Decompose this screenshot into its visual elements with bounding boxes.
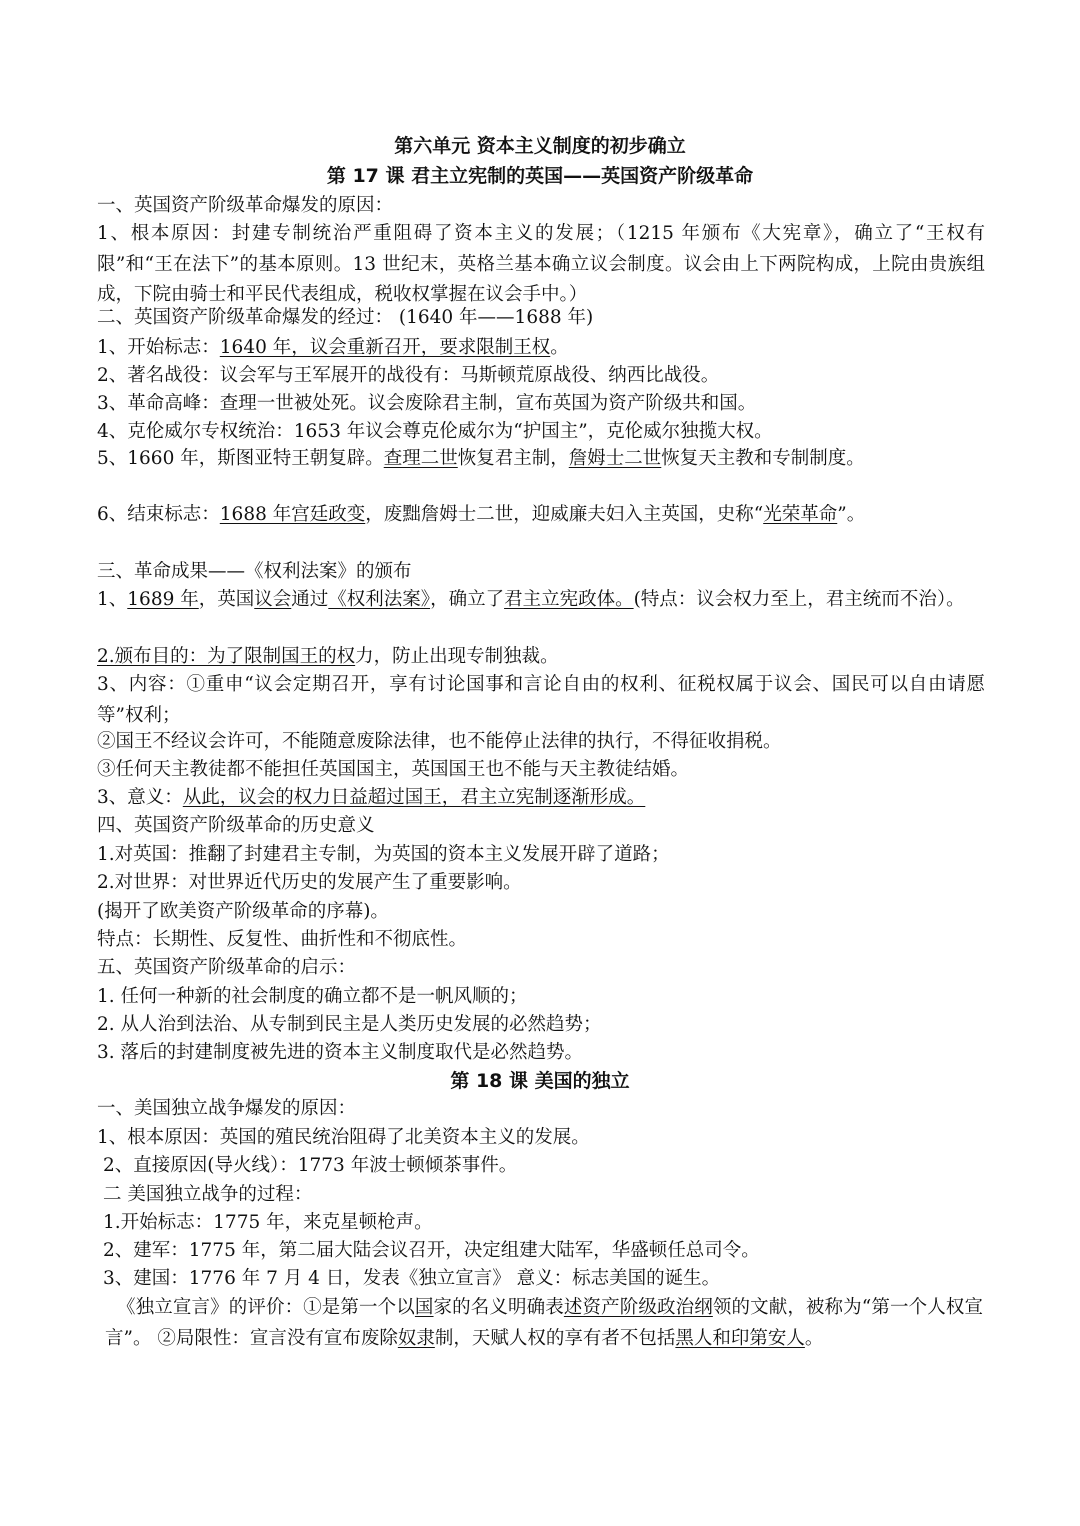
battles-item: 2、著名战役：议会军与王军展开的战役有：马斯顿荒原战役、纳西比战役。 (97, 365, 720, 386)
us-founding: 3、建国：1776 年 7 月 4 日，发表《独立宣言》 意义：标志美国的诞生。 (103, 1268, 721, 1289)
lesson-item-3: 3. 落后的封建制度被先进的资本主义制度取代是必然趋势。 (97, 1042, 584, 1063)
bill-of-rights-item: 1、1689 年，英国议会通过《权利法案》，确立了君主立宪政体。(特点：议会权力至上，君主统而不治）。 (97, 589, 965, 610)
significance-item: 3、意义：从此，议会的权力日益超过国王，君主立宪制逐渐形成。 (97, 787, 646, 808)
content-item: 3、内容：①重申“议会定期召开，享有讨论国事和言论自由的权利、征税权属于议会、国民可以自由请愿等”权利； (97, 674, 985, 726)
section-heading-lessons: 五、英国资产阶级革命的启示： (97, 957, 357, 978)
us-army: 2、建军：1775 年，第二届大陆会议召开，决定组建大陆军，华盛顿任总司令。 (103, 1240, 760, 1261)
lesson-item-1: 1. 任何一种新的社会制度的确立都不是一帆风顺的； (97, 986, 528, 1007)
characteristics: 特点：长期性、反复性、曲折性和不彻底性。 (97, 929, 468, 950)
meaning-note: (揭开了欧美资产阶级革命的序幕)。 (97, 901, 389, 922)
end-marker-item: 6、结束标志：1688 年宫廷政变，废黜詹姆士二世，迎威廉夫妇入主英国，史称“光荣革命”。 (97, 504, 866, 525)
section-heading-process: 二、英国资产阶级革命爆发的经过： (1640 年——1688 年) (97, 307, 594, 328)
unit-title: 第六单元 资本主义制度的初步确立 (394, 135, 686, 157)
purpose-item: 2.颁布目的：为了限制国王的权力，防止出现专制独裁。 (97, 646, 559, 667)
meaning-world: 2.对世界：对世界近代历史的发展产生了重要影响。 (97, 872, 522, 893)
section-heading-us-process: 二 美国独立战争的过程： (103, 1184, 313, 1205)
declaration-evaluation: 《独立宣言》的评价：①是第一个以国家的名义明确表述资产阶级政治纲领的文献，被称为“第一个人权宣言”。 ②局限性：宣言没有宣布废除奴隶制，天赋人权的享有者不包括黑人和印第安人。 (105, 1297, 983, 1349)
content-item-3: ③任何天主教徒都不能担任英国国主，英国国王也不能与天主教徒结婚。 (97, 759, 690, 780)
meaning-england: 1.对英国：推翻了封建君主专制，为英国的资本主义发展开辟了道路； (97, 844, 670, 865)
lesson-item-2: 2. 从人治到法治、从专制到民主是人类历史发展的必然趋势； (97, 1014, 602, 1035)
root-cause-paragraph: 1、根本原因：封建专制统治严重阻碍了资本主义的发展；（1215 年颁布《大宪章》，确立了“王权有限”和“王在法下”的基本原则。13 世纪末，英格兰基本确立议会制度。议会由上下两院构成，上院由贵族组成，下院由骑士和平民代表组成，税收权掌握在议会手中。） (97, 223, 985, 306)
us-root-cause: 1、根本原因：英国的殖民统治阻碍了北美资本主义的发展。 (97, 1127, 590, 1148)
lesson-17-title: 第 17 课 君主立宪制的英国——英国资产阶级革命 (326, 165, 754, 187)
us-start-marker: 1.开始标志：1775 年，来克星顿枪声。 (103, 1212, 433, 1233)
climax-item: 3、革命高峰：查理一世被处死。议会废除君主制，宣布英国为资产阶级共和国。 (97, 393, 757, 414)
section-heading-historical-meaning: 四、英国资产阶级革命的历史意义 (97, 815, 375, 836)
restoration-item: 5、1660 年，斯图亚特王朝复辟。查理二世恢复君主制，詹姆士二世恢复天主教和专制制度。 (97, 448, 865, 469)
section-heading-us-causes: 一、美国独立战争爆发的原因： (97, 1098, 357, 1119)
us-direct-cause: 2、直接原因(导火线）：1773 年波士顿倾茶事件。 (103, 1155, 518, 1176)
cromwell-item: 4、克伦威尔专权统治：1653 年议会尊克伦威尔为“护国主”，克伦威尔独揽大权。 (97, 421, 773, 442)
section-heading-results: 三、革命成果——《权利法案》的颁布 (97, 561, 412, 582)
section-heading-causes: 一、英国资产阶级革命爆发的原因： (97, 195, 394, 216)
content-item-2: ②国王不经议会许可，不能随意废除法律，也不能停止法律的执行，不得征收捐税。 (97, 731, 782, 752)
lesson-18-title: 第 18 课 美国的独立 (450, 1070, 630, 1092)
start-marker-item: 1、开始标志：1640 年，议会重新召开，要求限制王权。 (97, 337, 569, 358)
